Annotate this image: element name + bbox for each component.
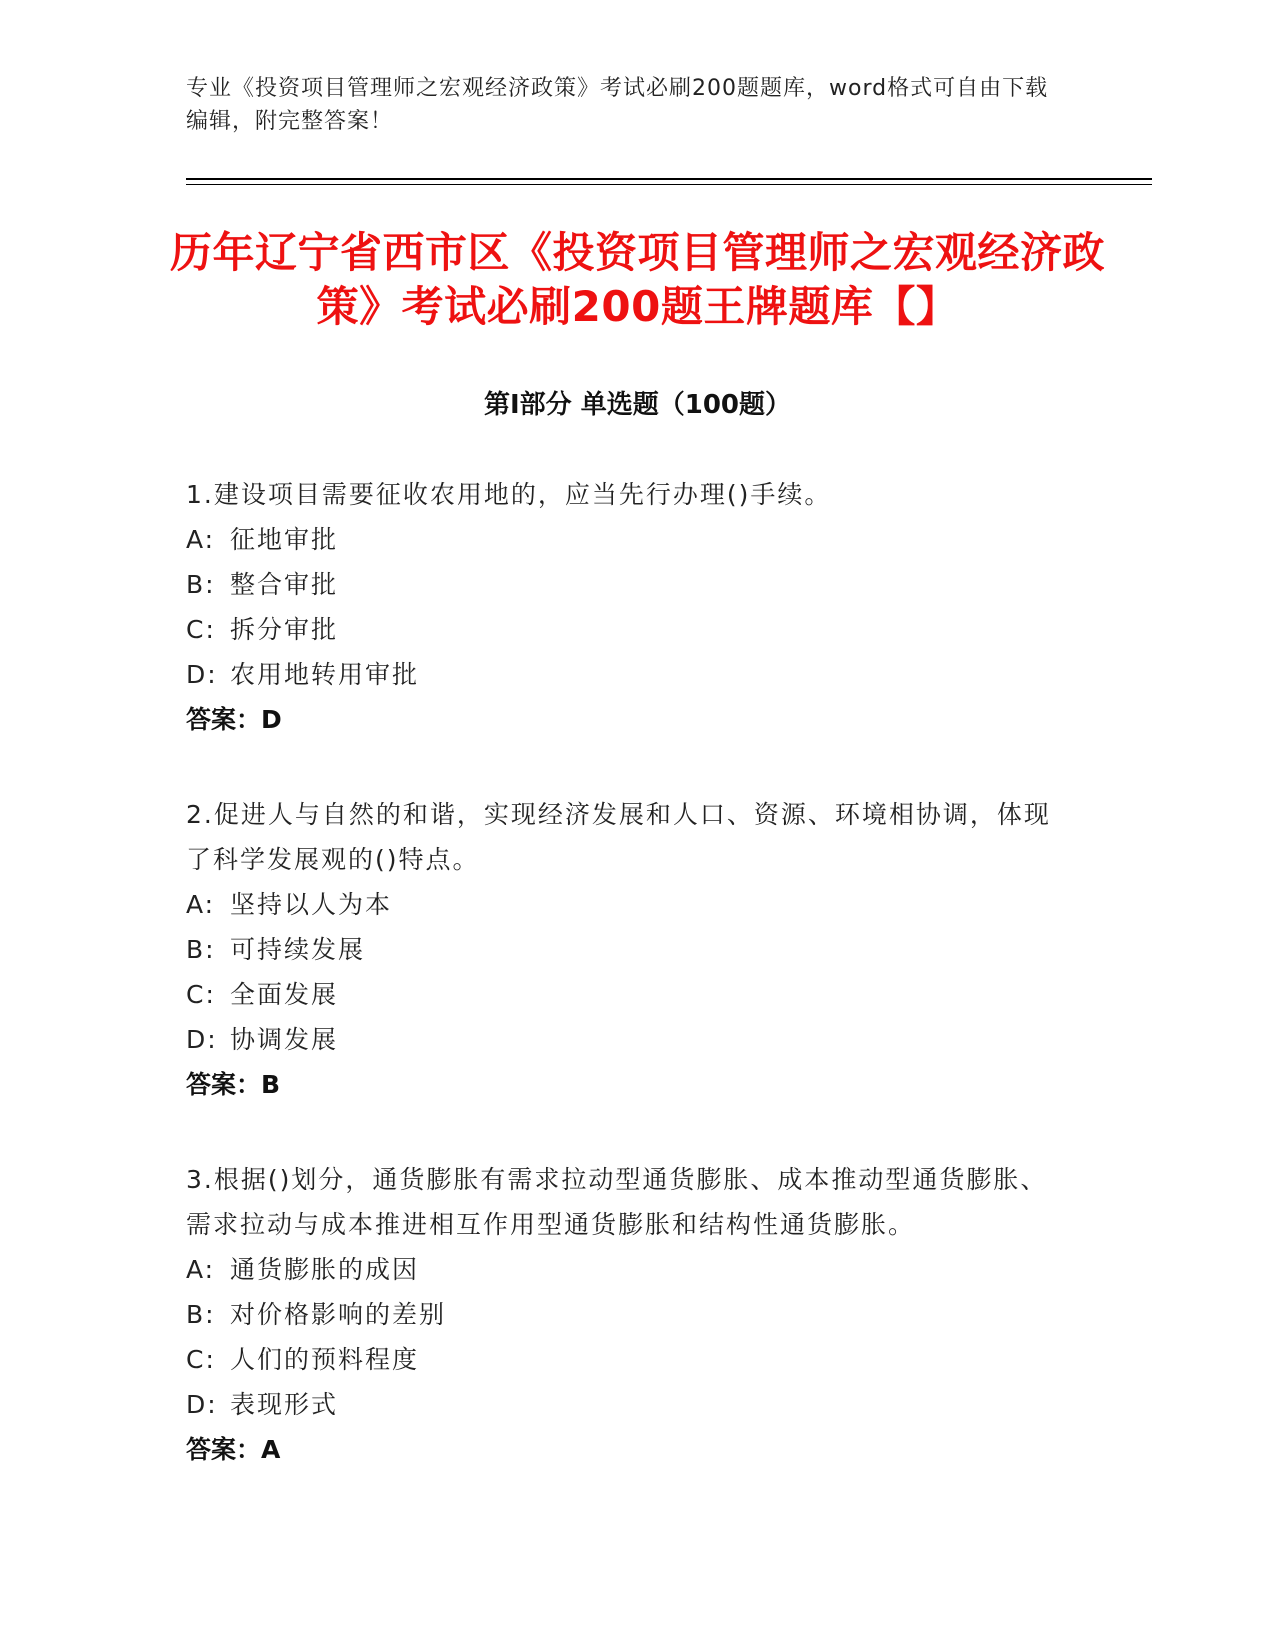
question-item [186, 472, 1066, 742]
option-c [186, 607, 1066, 652]
option-text: 通货膨胀的成因 [230, 1255, 420, 1284]
question-stem: 1.建设项目需要征收农用地的，应当先行办理()手续。 [186, 480, 832, 509]
option-text: 全面发展 [230, 980, 339, 1009]
option-text: 人们的预料程度 [230, 1345, 420, 1374]
option-d [186, 1382, 1066, 1427]
option-label: C: [186, 980, 216, 1009]
option-text: 对价格影响的差别 [230, 1300, 447, 1329]
option-d [186, 652, 1066, 697]
option-label: B: [186, 1300, 216, 1329]
question-stem: 3.根据()划分，通货膨胀有需求拉动型通货膨胀、成本推动型通货膨胀、需求拉动与成本推进相互作用型通货膨胀和结构性通货膨胀。 [186, 1165, 1048, 1239]
document-title: 历年辽宁省西市区《投资项目管理师之宏观经济政策》考试必刷200题王牌题库【】 [170, 228, 1106, 331]
question-item [186, 792, 1066, 1107]
option-a [186, 1247, 1066, 1292]
option-label: D: [186, 1025, 218, 1054]
option-text: 表现形式 [230, 1390, 339, 1419]
option-label: B: [186, 570, 216, 599]
option-label: D: [186, 1390, 218, 1419]
option-label: B: [186, 935, 216, 964]
option-a [186, 882, 1066, 927]
option-text: 征地审批 [230, 525, 339, 554]
option-label: D: [186, 660, 218, 689]
header-rule-thick [186, 178, 1152, 180]
option-d [186, 1017, 1066, 1062]
option-label: A: [186, 890, 216, 919]
answer-line: 答案：A [186, 1435, 281, 1464]
option-text: 协调发展 [230, 1025, 339, 1054]
question-list [186, 472, 1066, 1522]
option-label: A: [186, 1255, 216, 1284]
option-c [186, 972, 1066, 1017]
option-text: 拆分审批 [230, 615, 339, 644]
question-stem: 2.促进人与自然的和谐，实现经济发展和人口、资源、环境相协调，体现了科学发展观的()特点。 [186, 800, 1051, 874]
option-text: 整合审批 [230, 570, 339, 599]
option-c [186, 1337, 1066, 1382]
question-item [186, 1157, 1066, 1472]
option-b [186, 927, 1066, 972]
option-a [186, 517, 1066, 562]
option-text: 可持续发展 [230, 935, 366, 964]
option-text: 农用地转用审批 [230, 660, 420, 689]
option-label: A: [186, 525, 216, 554]
answer-line: 答案：D [186, 705, 282, 734]
option-label: C: [186, 615, 216, 644]
option-b [186, 562, 1066, 607]
option-b [186, 1292, 1066, 1337]
option-text: 坚持以人为本 [230, 890, 393, 919]
section-heading: 第I部分 单选题（100题） [484, 390, 791, 420]
option-label: C: [186, 1345, 216, 1374]
header-rule-thin [186, 184, 1152, 185]
header-note: 专业《投资项目管理师之宏观经济政策》考试必刷200题题库，word格式可自由下载编辑，附完整答案！ [186, 76, 1049, 134]
answer-line: 答案：B [186, 1070, 281, 1099]
